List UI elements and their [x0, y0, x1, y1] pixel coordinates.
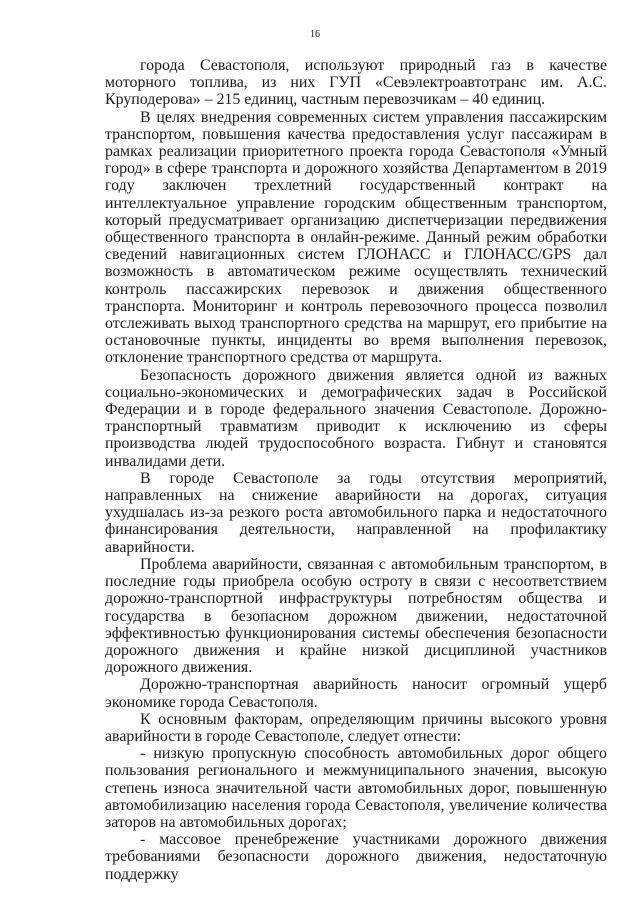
paragraph: города Севастополя, используют природный газ в качестве моторного топлива, из них ГУП «Севэлектроавтотранс им. А.С. Круподерова» – 215 единиц, частным перевозчикам – 40 единиц.	[105, 57, 607, 109]
paragraph: Проблема аварийности, связанная с автомобильным транспортом, в последние годы приобрела особую остроту в связи с несоответствием дорожно-транспортной инфраструктуры потребностям общества и государства в безопасном дорожном движении, недостаточной эффективностью функционирования системы обеспечения безопасности дорожного движения и крайне низкой дисциплиной участников дорожного движения.	[105, 555, 607, 677]
list-item: - массовое пренебрежение участниками дорожного движения требованиями безопасности дорожного движения, недостаточную поддержку	[105, 831, 607, 883]
body-text	[105, 57, 607, 883]
paragraph: В целях внедрения современных систем управления пассажирским транспортом, повышения качества предоставления услуг пассажирам в рамках реализации приоритетного проекта города Севастополя «Умный город» в сфере транспорта и дорожного хозяйства Департаментом в 2019 году заключен трехлетний государственный контракт на интеллектуальное управление городским общественным транспортом, который предусматривает организацию диспетчеризации передвижения общественного транспорта в онлайн-режиме. Данный режим обработки сведений навигационных систем ГЛОНАСС и ГЛОНАСС/GPS дал возможность в автоматическом режиме осуществлять технический контроль пассажирских перевозок и движения общественного транспорта. Мониторинг и контроль перевозочного процесса позволил отслеживать выход транспортного средства на маршрут, его прибытие на остановочные пункты, инциденты во время выполнения перевозок, отклонение транспортного средства от маршрута.	[105, 108, 607, 367]
paragraph: Дорожно-транспортная аварийность наносит огромный ущерб экономике города Севастополя.	[105, 676, 607, 711]
list-item: - низкую пропускную способность автомобильных дорог общего пользования регионального и межмуниципального значения, высокую степень износа значительной части автомобильных дорог, повышенную автомобилизацию населения города Севастополя, увеличение количества заторов на автомобильных дорогах;	[105, 745, 607, 831]
page-number: 16	[310, 29, 320, 40]
paragraph: К основным факторам, определяющим причины высокого уровня аварийности в городе Севастополе, следует отнести:	[105, 710, 607, 745]
paragraph: Безопасность дорожного движения является одной из важных социально-экономических и демографических задач в Российской Федерации и в городе федерального значения Севастополе. Дорожно-транспортный травматизм приводит к исключению из сферы производства людей трудоспособного возраста. Гибнут и становятся инвалидами дети.	[105, 366, 607, 470]
paragraph: В городе Севастополе за годы отсутствия мероприятий, направленных на снижение аварийности на дорогах, ситуация ухудшалась из-за резкого роста автомобильного парка и недостаточного финансирования деятельности, направленной на профилактику аварийности.	[105, 469, 607, 556]
